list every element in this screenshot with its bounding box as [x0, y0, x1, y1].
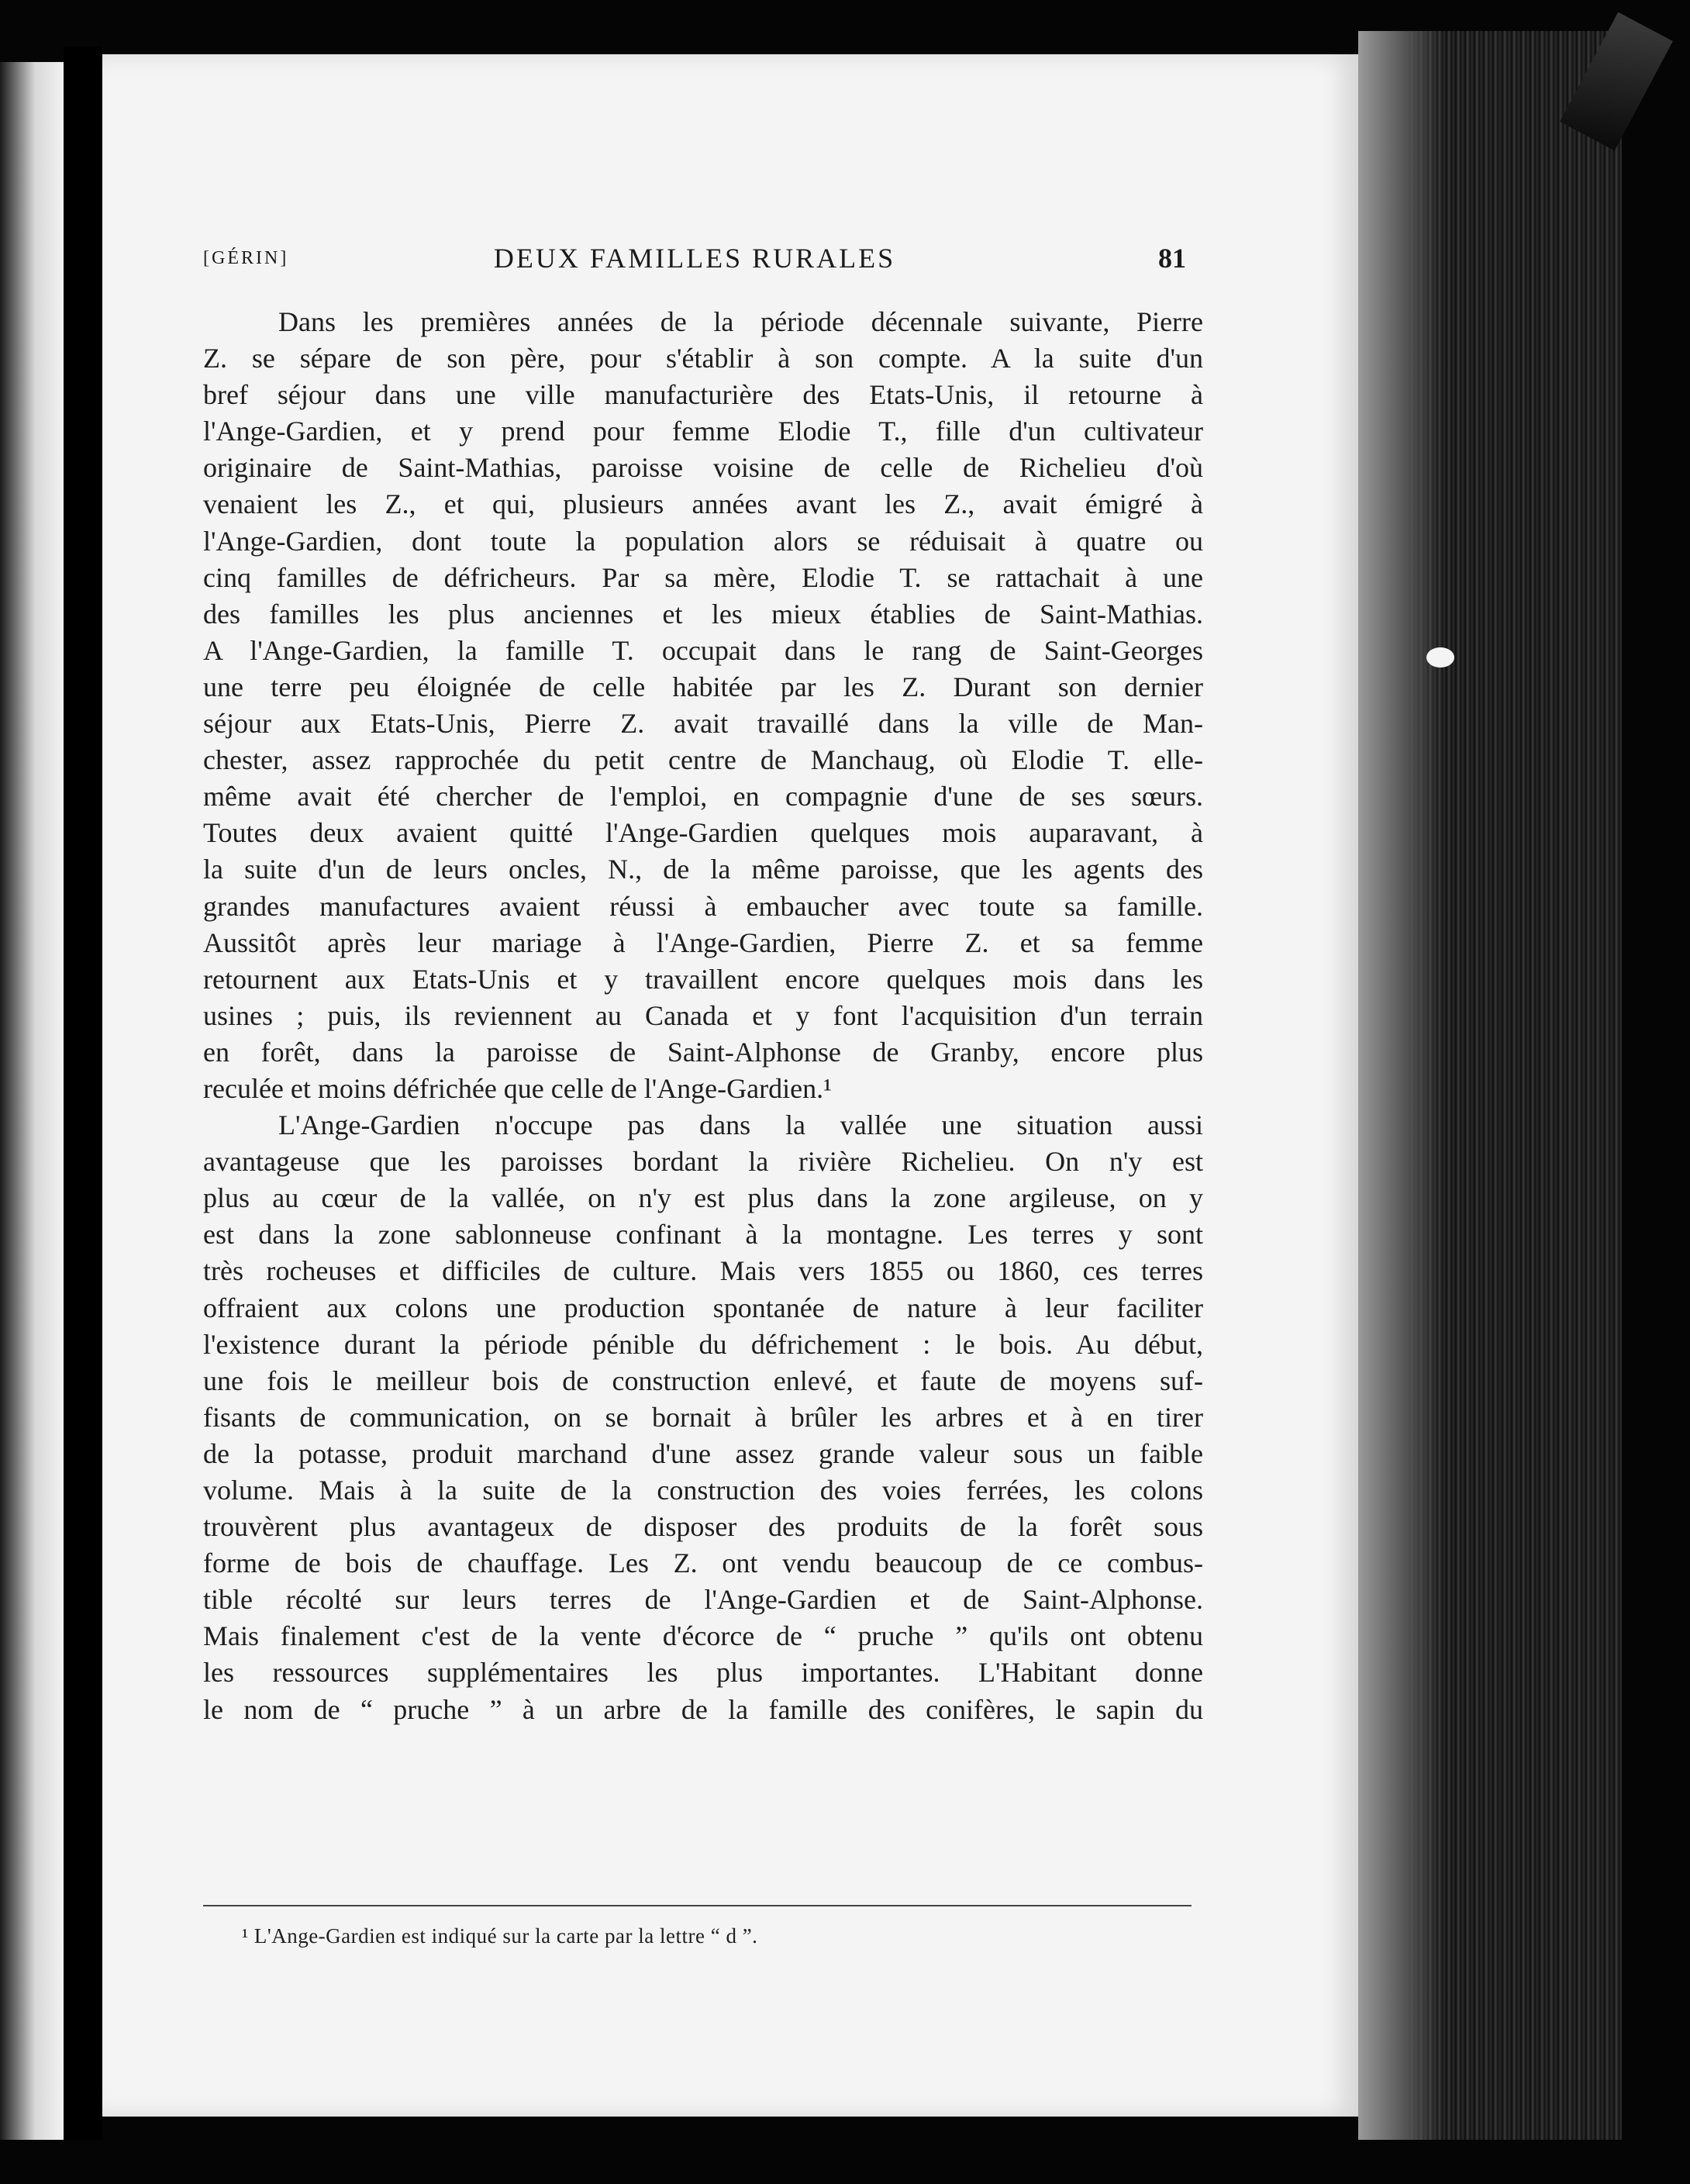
footnote: ¹ L'Ange-Gardien est indiqué sur la carte par la lettre “ d ”.	[242, 1924, 758, 1948]
paragraph-1	[203, 304, 1203, 1107]
text-line: offraient aux colons une production spontanée de nature à leur faciliter	[203, 1292, 1203, 1323]
text-line: les ressources supplémentaires les plus importantes. L'Habitant donne	[203, 1657, 1203, 1689]
text-line: usines ; puis, ils reviennent au Canada et y font l'acquisition d'un terrain	[203, 999, 1203, 1031]
text-line: la suite d'un de leurs oncles, N., de la même paroisse, que les agents des	[203, 854, 1203, 885]
text-line: bref séjour dans une ville manufacturière des Etats-Unis, il retourne à	[203, 379, 1203, 411]
text-line: Dans les premières années de la période décennale suivante, Pierre	[278, 306, 1203, 337]
text-line: très rocheuses et difficiles de culture. Mais vers 1855 ou 1860, ces terres	[203, 1255, 1203, 1287]
page-number: 81	[1158, 243, 1186, 274]
text-line: venaient les Z., et qui, plusieurs années avant les Z., avait émigré à	[203, 488, 1203, 520]
author-tag: [GÉRIN]	[203, 248, 289, 268]
body-text	[203, 304, 1203, 1728]
text-line: des familles les plus anciennes et les mieux établies de Saint-Mathias.	[203, 598, 1203, 630]
text-line: fisants de communication, on se bornait à brûler les arbres et à en tirer	[203, 1401, 1203, 1433]
text-line: une terre peu éloignée de celle habitée par les Z. Durant son dernier	[203, 671, 1203, 702]
text-line: même avait été chercher de l'emploi, en compagnie d'une de ses sœurs.	[203, 781, 1203, 813]
text-line: avantageuse que les paroisses bordant la rivière Richelieu. On n'y est	[203, 1146, 1203, 1178]
text-line: retournent aux Etats-Unis et y travaillent encore quelques mois dans les	[203, 963, 1203, 995]
text-line: reculée et moins défrichée que celle de l'Ange-Gardien.¹	[203, 1072, 832, 1104]
text-line: séjour aux Etats-Unis, Pierre Z. avait travaillé dans la ville de Man-	[203, 708, 1203, 740]
running-title: DEUX FAMILLES RURALES	[493, 243, 896, 274]
text-line: Aussitôt après leur mariage à l'Ange-Gardien, Pierre Z. et sa femme	[203, 926, 1203, 958]
book-gutter	[64, 47, 102, 2140]
page-notch	[1426, 647, 1454, 668]
text-line: tible récolté sur leurs terres de l'Ange-Gardien et de Saint-Alphonse.	[203, 1584, 1203, 1616]
text-line: volume. Mais à la suite de la construction des voies ferrées, les colons	[203, 1475, 1203, 1506]
text-line: grandes manufactures avaient réussi à embaucher avec toute sa famille.	[203, 890, 1203, 922]
text-line: l'existence durant la période pénible du défrichement : le bois. Au début,	[203, 1328, 1203, 1360]
text-line: le nom de “ pruche ” à un arbre de la famille des conifères, le sapin du	[203, 1693, 1203, 1725]
running-header	[203, 242, 1186, 281]
text-line: Toutes deux avaient quitté l'Ange-Gardien quelques mois auparavant, à	[203, 817, 1203, 849]
text-line: forme de bois de chauffage. Les Z. ont vendu beaucoup de ce combus-	[203, 1547, 1203, 1579]
footnote-rule	[203, 1905, 1192, 1906]
text-line: Z. se sépare de son père, pour s'établir à son compte. A la suite d'un	[203, 343, 1203, 374]
text-line: cinq familles de défricheurs. Par sa mère, Elodie T. se rattachait à une	[203, 561, 1203, 593]
text-line: L'Ange-Gardien n'occupe pas dans la vallée une situation aussi	[278, 1109, 1203, 1141]
text-line: l'Ange-Gardien, et y prend pour femme Elodie T., fille d'un cultivateur	[203, 416, 1203, 447]
text-line: trouvèrent plus avantageux de disposer des produits de la forêt sous	[203, 1511, 1203, 1543]
text-line: est dans la zone sablonneuse confinant à la montagne. Les terres y sont	[203, 1219, 1203, 1251]
text-line: originaire de Saint-Mathias, paroisse voisine de celle de Richelieu d'où	[203, 452, 1203, 484]
text-line: A l'Ange-Gardien, la famille T. occupait dans le rang de Saint-Georges	[203, 634, 1203, 666]
text-line: plus au cœur de la vallée, on n'y est plus dans la zone argileuse, on y	[203, 1182, 1203, 1214]
facing-page-edge	[0, 62, 64, 2140]
text-line: de la potasse, produit marchand d'une assez grande valeur sous un faible	[203, 1437, 1203, 1469]
page-edges-shading	[1358, 31, 1443, 2140]
text-line: l'Ange-Gardien, dont toute la population alors se réduisait à quatre ou	[203, 525, 1203, 557]
paragraph-2	[203, 1107, 1203, 1728]
text-line: Mais finalement c'est de la vente d'écorce de “ pruche ” qu'ils ont obtenu	[203, 1620, 1203, 1652]
text-line: chester, assez rapprochée du petit centre de Manchaug, où Elodie T. elle-	[203, 744, 1203, 776]
text-line: en forêt, dans la paroisse de Saint-Alphonse de Granby, encore plus	[203, 1036, 1203, 1068]
page-edges	[1358, 31, 1622, 2140]
text-line: une fois le meilleur bois de construction enlevé, et faute de moyens suf-	[203, 1365, 1203, 1396]
